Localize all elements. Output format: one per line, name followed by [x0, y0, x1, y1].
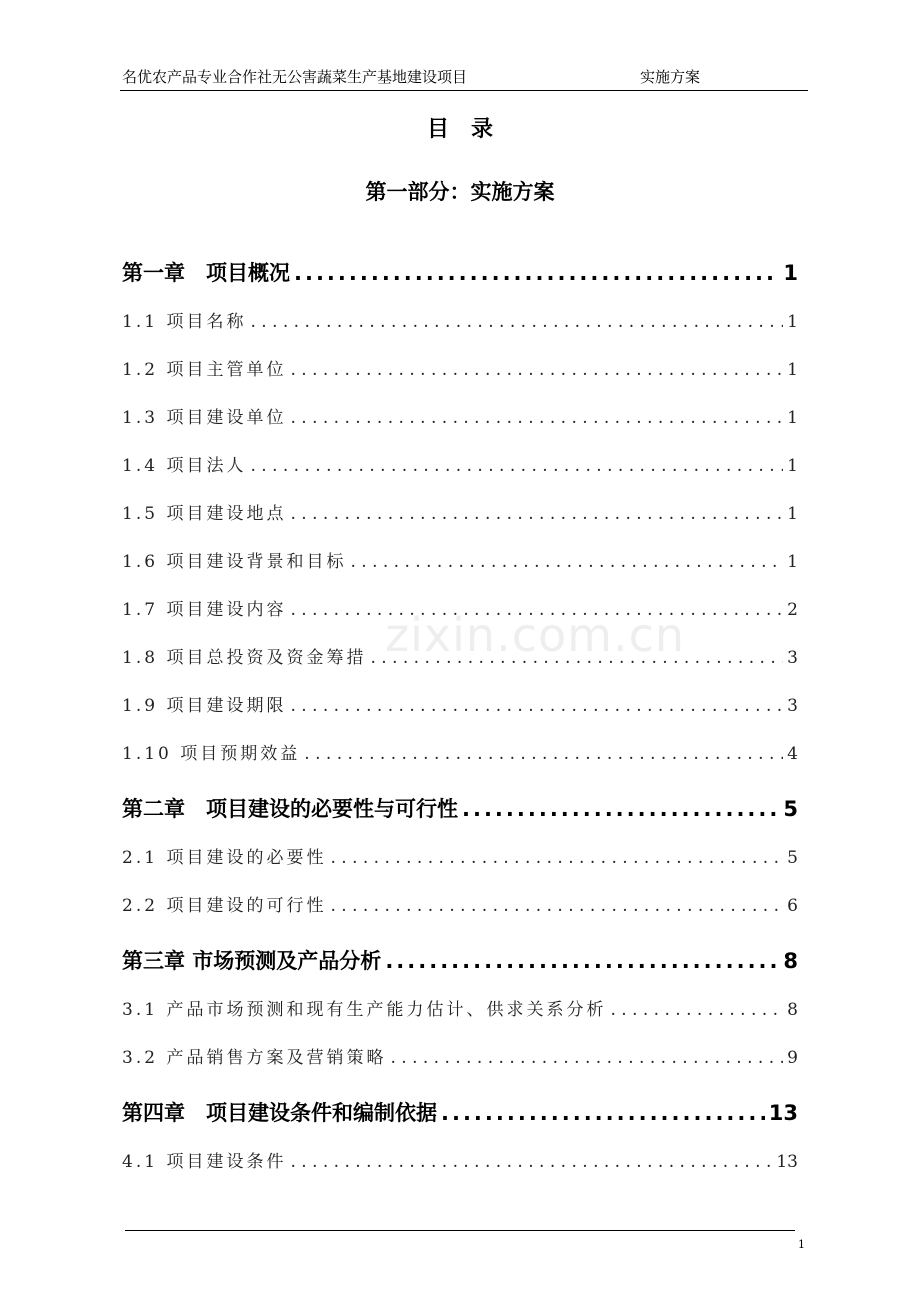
toc-entry-page: 8 [787, 1000, 798, 1020]
toc-section-entry[interactable] [122, 442, 798, 490]
toc-section-entry[interactable] [122, 490, 798, 538]
toc-section-entry[interactable] [122, 1138, 798, 1186]
toc-entry-label: 1.4 项目法人 [122, 456, 247, 476]
watermark: zixin.com.cn [385, 608, 686, 662]
toc-dot-leader [390, 1034, 783, 1082]
toc-section-entry[interactable] [122, 730, 798, 778]
toc-section-entry[interactable] [122, 1034, 798, 1082]
header-section-label: 实施方案 [640, 68, 701, 86]
toc-entry-page: 1 [787, 456, 798, 476]
toc-entry-page: 6 [787, 896, 798, 916]
toc-chapter-entry[interactable] [122, 784, 798, 834]
footer-divider [125, 1230, 795, 1231]
toc-dot-leader [462, 784, 779, 834]
toc-entry-page: 13 [776, 1152, 798, 1172]
toc-entry-page: 1 [787, 408, 798, 428]
toc-entry-page: 3 [787, 648, 798, 668]
toc-dot-leader [250, 442, 783, 490]
toc-section-entry[interactable] [122, 538, 798, 586]
toc-entry-label: 1.1 项目名称 [122, 312, 247, 332]
toc-dot-leader [290, 1138, 772, 1186]
toc-entry-page: 1 [787, 504, 798, 524]
toc-dot-leader [290, 394, 783, 442]
toc-entry-page: 8 [783, 949, 798, 973]
toc-entry-page: 9 [787, 1048, 798, 1068]
toc-entry-page: 1 [787, 312, 798, 332]
toc-entry-page: 5 [783, 797, 798, 821]
toc-chapter-entry[interactable] [122, 936, 798, 986]
toc-entry-page: 2 [787, 600, 798, 620]
page-header [120, 64, 808, 91]
toc-entry-page: 3 [787, 696, 798, 716]
toc-entry-label: 第二章 项目建设的必要性与可行性 [122, 797, 458, 821]
toc-entry-label: 1.7 项目建设内容 [122, 600, 287, 620]
toc-section-entry[interactable] [122, 682, 798, 730]
toc-entry-label: 1.2 项目主管单位 [122, 360, 287, 380]
toc-dot-leader [250, 298, 783, 346]
toc-section-entry[interactable] [122, 346, 798, 394]
toc-entry-label: 2.1 项目建设的必要性 [122, 848, 327, 868]
toc-entry-label: 第三章 市场预测及产品分析 [122, 949, 382, 973]
toc-dot-leader [441, 1088, 765, 1138]
toc-section-entry[interactable] [122, 986, 798, 1034]
toc-dot-leader [350, 538, 783, 586]
toc-entry-label: 3.1 产品市场预测和现有生产能力估计、供求关系分析 [122, 1000, 607, 1020]
toc-entry-label: 第一章 项目概况 [122, 261, 290, 285]
toc-dot-leader [330, 834, 783, 882]
header-document-title: 名优农产品专业合作社无公害蔬菜生产基地建设项目 [122, 68, 468, 86]
toc-entry-page: 1 [783, 261, 798, 285]
toc-entry-label: 1.8 项目总投资及资金筹措 [122, 648, 367, 668]
toc-dot-leader [610, 986, 783, 1034]
toc-section-entry[interactable] [122, 834, 798, 882]
toc-section-entry[interactable] [122, 882, 798, 930]
toc-entry-page: 5 [787, 848, 798, 868]
toc-entry-label: 第四章 项目建设条件和编制依据 [122, 1101, 437, 1125]
toc-entry-label: 2.2 项目建设的可行性 [122, 896, 327, 916]
toc-entry-label: 1.6 项目建设背景和目标 [122, 552, 347, 572]
toc-entry-label: 3.2 产品销售方案及营销策略 [122, 1048, 387, 1068]
toc-entry-label: 1.9 项目建设期限 [122, 696, 287, 716]
toc-entry-page: 1 [787, 552, 798, 572]
toc-entry-label: 4.1 项目建设条件 [122, 1152, 287, 1172]
toc-dot-leader [290, 490, 783, 538]
toc-dot-leader [385, 936, 779, 986]
toc-entry-label: 1.5 项目建设地点 [122, 504, 287, 524]
toc-dot-leader [290, 346, 783, 394]
footer-page-number: 1 [798, 1238, 805, 1251]
toc-dot-leader [304, 730, 783, 778]
toc-section-entry[interactable] [122, 394, 798, 442]
toc-entry-page: 1 [787, 360, 798, 380]
toc-dot-leader [290, 682, 783, 730]
toc-entry-label: 1.10 项目预期效益 [122, 744, 301, 764]
table-of-contents [122, 248, 798, 1186]
toc-chapter-entry[interactable] [122, 248, 798, 298]
toc-section-entry[interactable] [122, 298, 798, 346]
toc-dot-leader [294, 248, 779, 298]
toc-entry-page: 4 [787, 744, 798, 764]
part-title: 第一部分：实施方案 [365, 180, 555, 204]
toc-chapter-entry[interactable] [122, 1088, 798, 1138]
toc-entry-page: 13 [768, 1101, 798, 1125]
toc-dot-leader [330, 882, 783, 930]
toc-title: 目录 [426, 117, 515, 142]
toc-entry-label: 1.3 项目建设单位 [122, 408, 287, 428]
